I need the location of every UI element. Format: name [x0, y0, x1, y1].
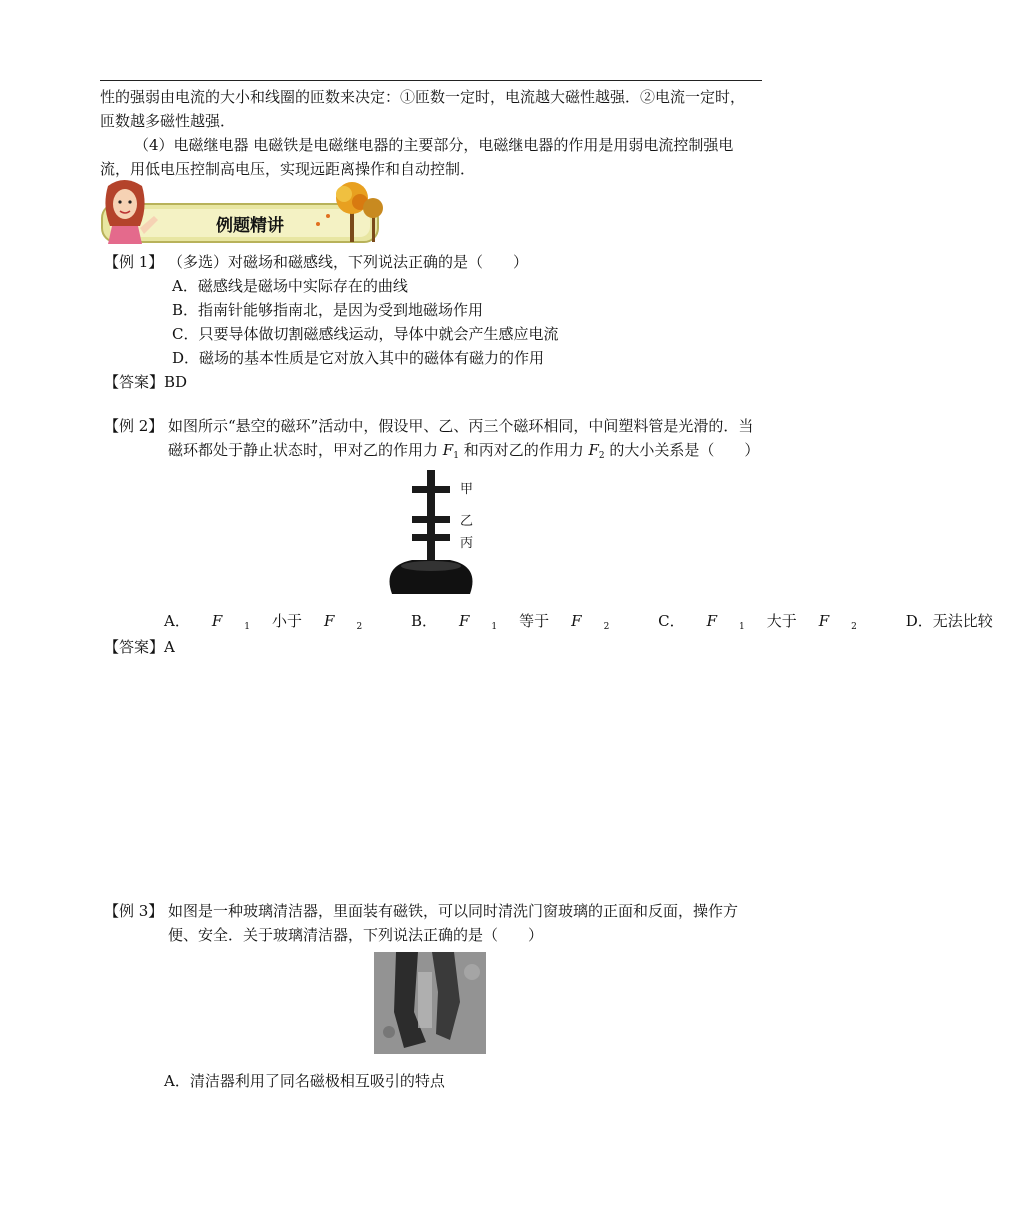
banner-graphic [96, 176, 396, 248]
example-2-stem-line-1: 如图所示“悬空的磁环”活动中，假设甲、乙、丙三个磁环相同，中间塑料管是光滑的．当 [168, 417, 754, 435]
ring-label-jia: 甲 [460, 482, 474, 497]
intro-line-2: 匝数越多磁性越强． [100, 112, 236, 130]
example-3-option-a: A．清洁器利用了同名磁极相互吸引的特点 [164, 1072, 445, 1090]
magnetic-rings-figure [372, 466, 490, 596]
example-1-label: 【例 1】 [104, 253, 164, 271]
answer-value: BD [164, 373, 188, 391]
glass-cleaner-image [374, 952, 486, 1054]
section-banner [96, 176, 396, 248]
example-1-option-c: C．只要导体做切割磁感线运动，导体中就会产生感应电流 [172, 325, 559, 343]
example-2-options [164, 611, 1015, 637]
example-2-answer [104, 637, 175, 657]
force-symbol: F [588, 441, 599, 459]
example-3-label: 【例 3】 [104, 902, 164, 920]
banner-title: 例题精讲 [216, 216, 284, 236]
force-subscript: 1 [453, 451, 459, 461]
glass-cleaner-photo [374, 952, 486, 1054]
example-2-label: 【例 2】 [104, 417, 164, 435]
example-3-stem-line-1: 如图是一种玻璃清洁器，里面装有磁铁，可以同时清洗门窗玻璃的正面和反面，操作方 [168, 902, 739, 920]
ring-label-yi: 乙 [460, 514, 474, 529]
example-1-stem: （多选）对磁场和磁感线，下列说法正确的是（ ） [168, 253, 529, 271]
force-symbol: F [442, 441, 454, 459]
paragraph-4-line-2: 流，用低电压控制高电压，实现远距离操作和自动控制． [100, 160, 476, 178]
example-1-option-d: D．磁场的基本性质是它对放入其中的磁体有磁力的作用 [172, 349, 545, 367]
paragraph-4-line-1: （4）电磁继电器 电磁铁是电磁继电器的主要部分，电磁继电器的作用是用弱电流控制强电 [134, 136, 734, 154]
example-1-option-b: B．指南针能够指南北，是因为受到地磁场作用 [172, 301, 484, 319]
force-subscript: 2 [598, 451, 605, 461]
header-rule [100, 80, 762, 81]
example-2-option-a: A． F $_1$ 小于 F $_2$ [164, 612, 363, 632]
answer-label: 【答案】 [104, 373, 165, 391]
example-2-stem-line-2 [168, 440, 759, 466]
stem-text: 磁环都处于静止状态时，甲对乙的作用力 [168, 441, 443, 459]
intro-line-1: 性的强弱由电流的大小和线圈的匝数来决定：①匝数一定时，电流越大磁性越强．②电流一定时， [100, 88, 746, 106]
example-1-option-a: A．磁感线是磁场中实际存在的曲线 [172, 277, 408, 295]
example-1-answer [104, 372, 187, 392]
answer-value: A [164, 638, 175, 656]
ring-label-bing: 丙 [460, 536, 474, 551]
stem-text: 和丙对乙的作用力 [458, 441, 589, 459]
answer-label: 【答案】 [104, 638, 165, 656]
example-2-option-d: D．无法比较 [905, 612, 993, 630]
stem-text: 的大小关系是（ ） [604, 441, 760, 459]
example-3-stem-line-2: 便、安全．关于玻璃清洁器，下列说法正确的是（ ） [168, 926, 544, 944]
example-2-option-c: C． F $_1$ 大于 F $_2$ [658, 612, 857, 632]
example-2-option-b: B． F $_1$ 等于 F $_2$ [410, 612, 610, 632]
